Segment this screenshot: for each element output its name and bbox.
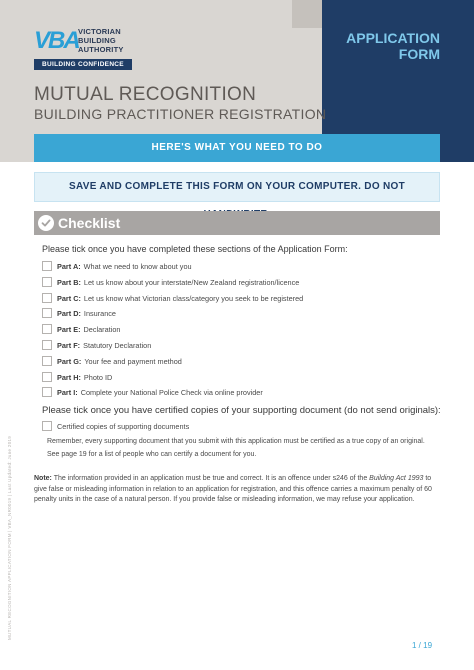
item-part-label: Part G: [57, 356, 82, 366]
note-text-2: to give false or misleading information in relation to an application for registration, and this offence carries a maximum penalty of 60 penalty units in the case of a natural person. If you provide false or misleading information, we may refuse your application. [34, 475, 432, 503]
header-accent-block [292, 0, 322, 28]
item-part-label: Part E: [57, 325, 81, 335]
checklist-item-part-f [42, 340, 440, 356]
item-part-label: Part F: [57, 340, 81, 350]
note-label: Note: [34, 475, 52, 482]
item-part-label: Part C: [57, 293, 81, 303]
form-label-line-2: FORM [398, 46, 440, 62]
checkbox[interactable] [42, 293, 52, 303]
checklist-item-part-c [42, 293, 440, 309]
legal-note [34, 474, 440, 506]
checkbox[interactable] [42, 421, 52, 431]
checkbox[interactable] [42, 261, 52, 271]
instruction-box: SAVE AND COMPLETE THIS FORM ON YOUR COMPUTER. DO NOT [34, 172, 440, 202]
checkbox[interactable] [42, 324, 52, 334]
checklist-item-part-d [42, 308, 440, 324]
item-description: Let us know what Victorian class/category you seek to be registered [83, 293, 304, 303]
checklist-item-certified-copies [42, 421, 189, 432]
page-number: 1 / 19 [412, 641, 433, 650]
item-part-label: Part B: [57, 277, 81, 287]
item-description: Declaration [83, 325, 121, 335]
checklist-item-part-h [42, 372, 440, 388]
certification-reminder: Remember, every supporting document that you submit with this application must be certified as a true copy of an original. See page 19 for a list of people who can certify a document for you. [47, 438, 425, 458]
form-label-line-1: APPLICATION [346, 30, 440, 46]
item-description: Certified copies of supporting documents [57, 422, 190, 431]
logo-mark: VBA [34, 27, 79, 54]
logo-line-1: VICTORIAN [78, 27, 121, 36]
application-form-label [340, 30, 440, 62]
checkbox[interactable] [42, 387, 52, 397]
checklist-items [42, 261, 440, 403]
checklist-item-part-e [42, 324, 440, 340]
page-subtitle: BUILDING PRACTITIONER REGISTRATION [34, 106, 327, 122]
checklist-item-part-i [42, 387, 440, 403]
checkbox[interactable] [42, 308, 52, 318]
item-description: Photo ID [83, 372, 113, 382]
checklist-item-part-b [42, 277, 440, 293]
note-act-name: Building Act 1993 [369, 475, 424, 482]
item-description: Your fee and payment method [84, 356, 182, 366]
checklist-item-part-g [42, 356, 440, 372]
checkbox[interactable] [42, 356, 52, 366]
logo-line-3: AUTHORITY [78, 45, 124, 54]
item-description: What we need to know about you [83, 262, 192, 271]
checklist-title: Checklist [58, 215, 121, 231]
document-footer-vertical: MUTUAL RECOGNITION APPLICATION FORM | VBA_NR0019 | Last Updated: June 2019 [7, 435, 12, 640]
checkbox[interactable] [42, 277, 52, 287]
item-part-label: Part H: [57, 372, 81, 382]
checkbox[interactable] [42, 340, 52, 350]
checkmark-icon [38, 215, 54, 231]
checklist-prompt-sections: Please tick once you have completed these sections of the Application Form: [42, 244, 348, 254]
item-description: Let us know about your interstate/New Zealand registration/licence [83, 277, 300, 287]
item-part-label: Part D: [57, 309, 81, 319]
item-part-label: Part A: [57, 262, 81, 271]
vba-logo [34, 26, 144, 70]
checklist-item-part-a [42, 261, 440, 277]
logo-wordmark [78, 27, 124, 54]
item-description: Statutory Declaration [83, 340, 152, 350]
page-title: MUTUAL RECOGNITION [34, 84, 257, 105]
item-description: Complete your National Police Check via online provider [80, 388, 263, 398]
note-text-1: The information provided in an application must be true and correct. It is an offence under s246 of the [51, 475, 370, 482]
checkbox[interactable] [42, 372, 52, 382]
logo-line-2: BUILDING [78, 36, 116, 45]
section-banner: HERE'S WHAT YOU NEED TO DO [34, 134, 440, 162]
checklist-prompt-documents: Please tick once you have certified copies of your supporting document (do not send originals): [42, 405, 441, 416]
logo-tagline: BUILDING CONFIDENCE [34, 59, 132, 70]
item-part-label: Part I: [57, 388, 78, 398]
item-description: Insurance [83, 309, 116, 319]
checklist-header [34, 211, 440, 235]
